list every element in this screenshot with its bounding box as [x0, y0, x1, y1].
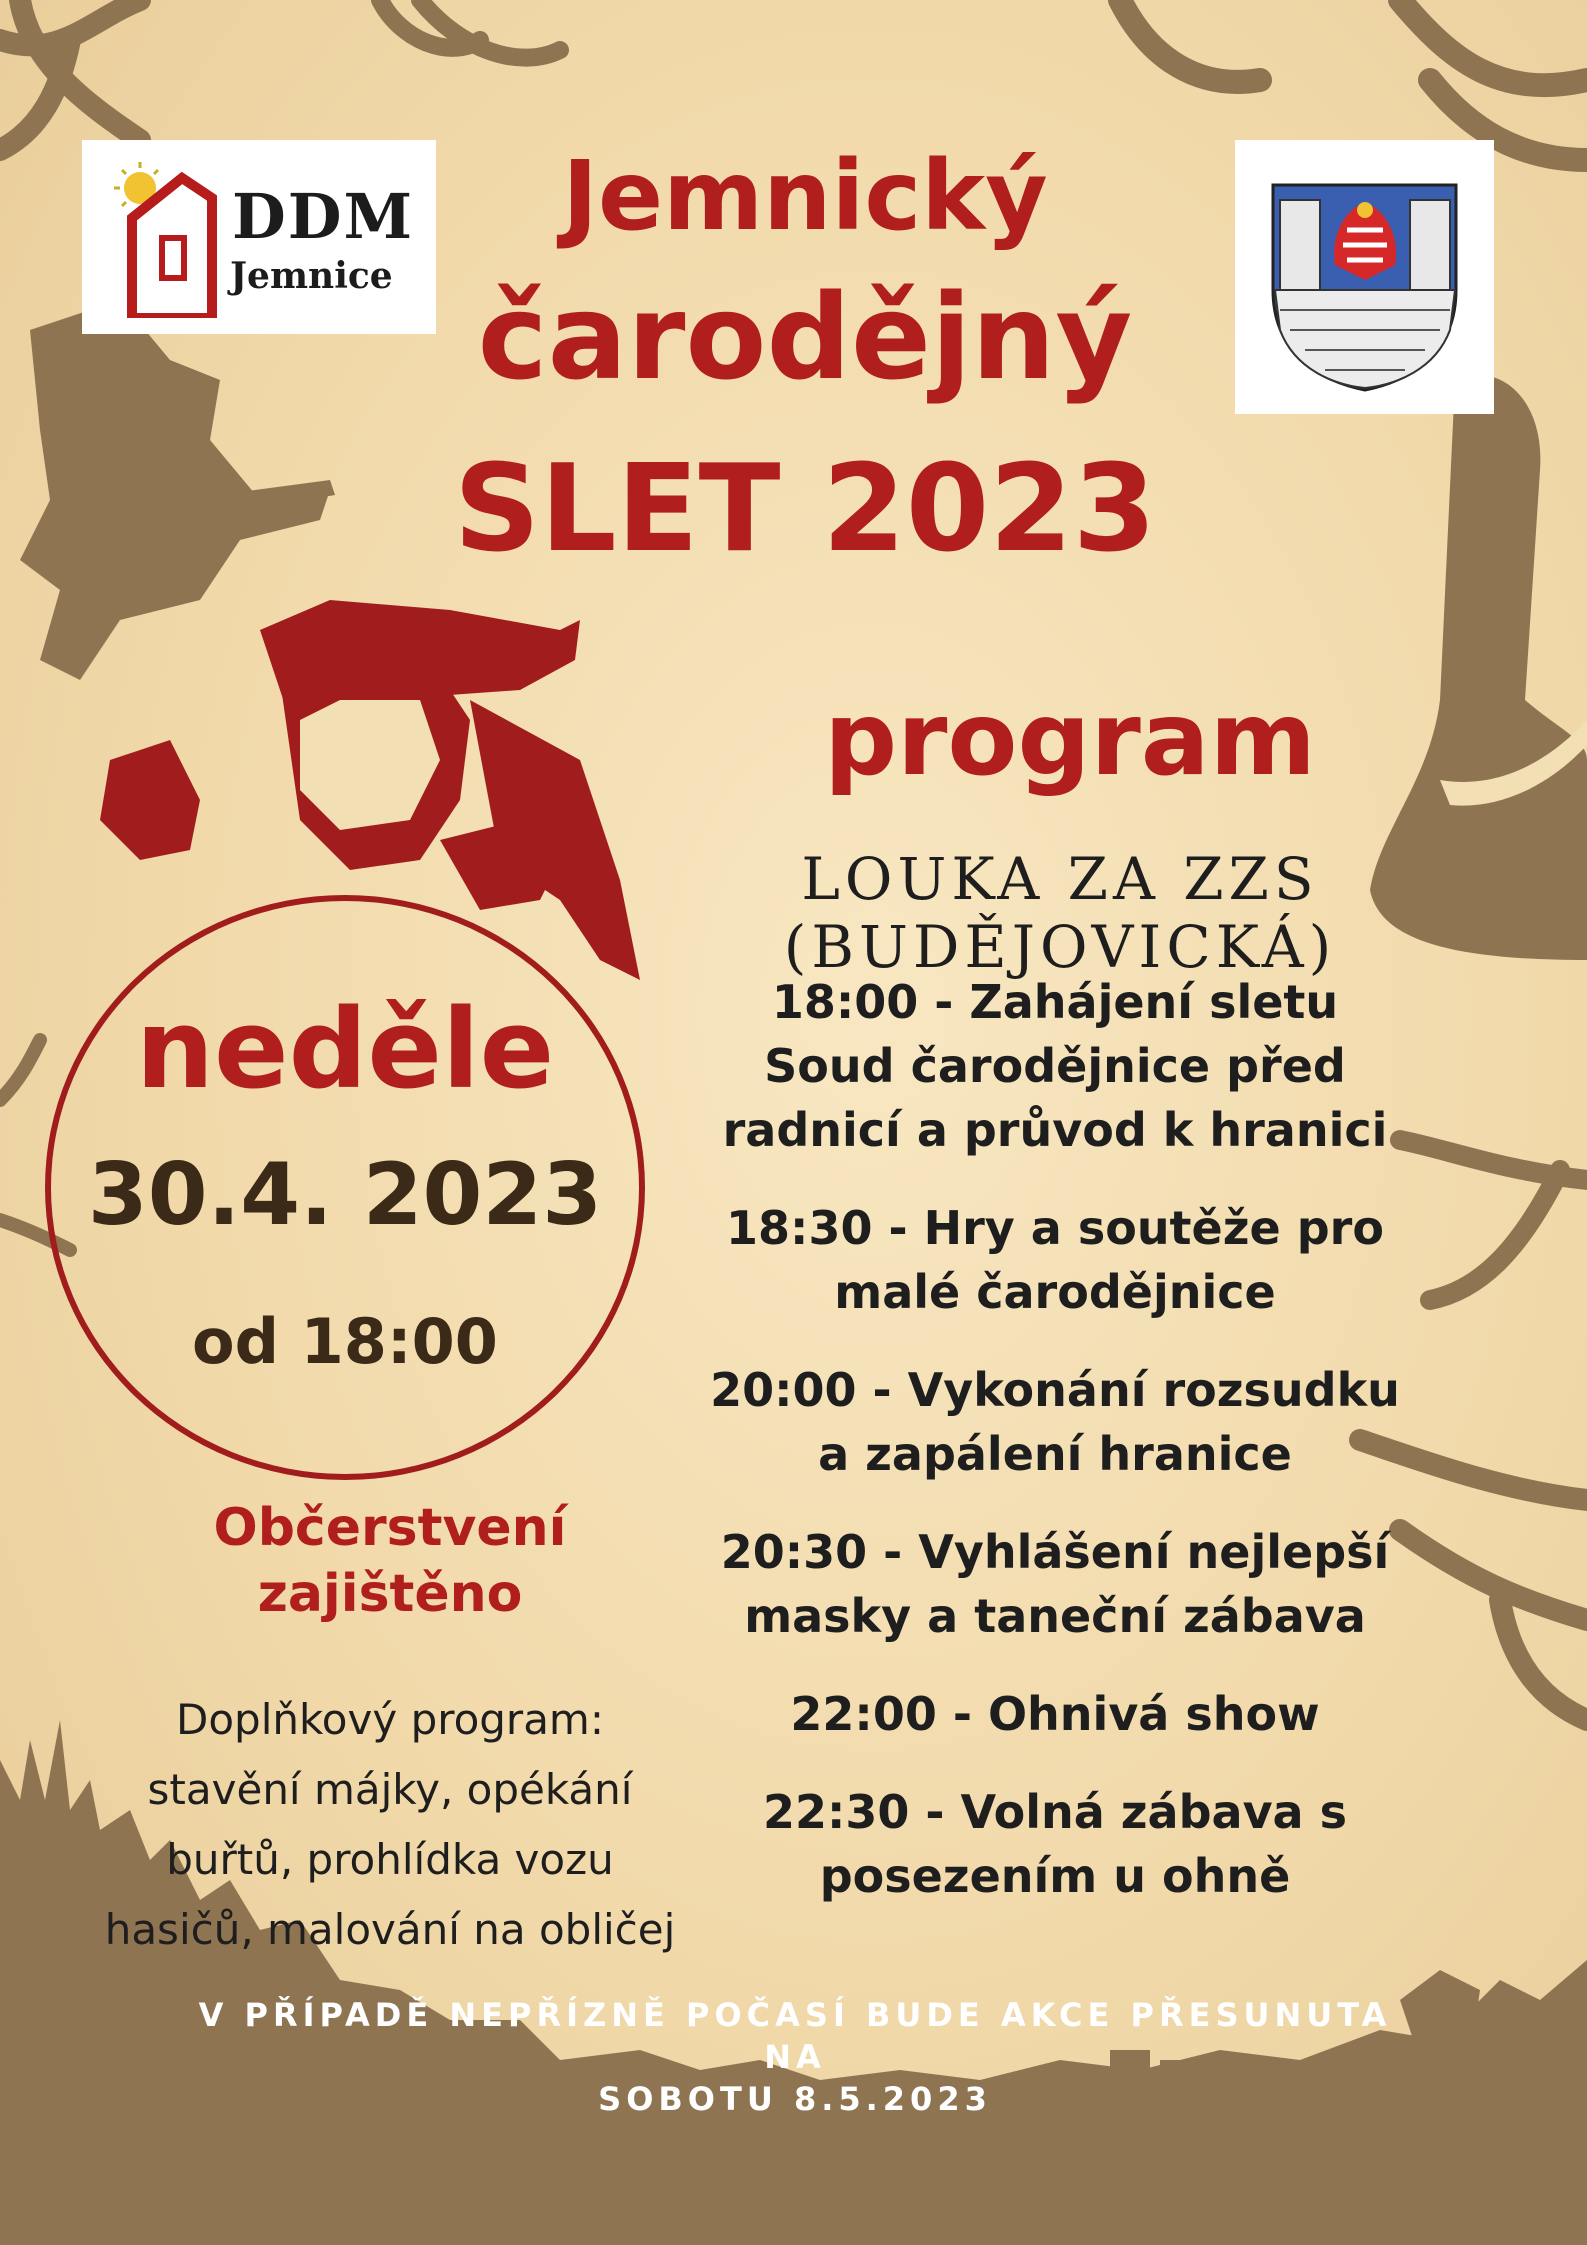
branch-right-1 [1400, 1140, 1587, 1300]
schedule-item [685, 1520, 1425, 1648]
extra-program [60, 1685, 720, 1965]
extra-program-line: hasičů, malování na obličej [104, 1905, 676, 1954]
schedule-line: 20:30 - Vyhlášení nejlepší [720, 1525, 1390, 1579]
schedule-item [685, 970, 1425, 1162]
schedule-item [685, 1358, 1425, 1486]
refreshments-note [140, 1495, 640, 1627]
schedule-line: 18:30 - Hry a soutěže pro [726, 1201, 1384, 1255]
program-heading: program [824, 680, 1316, 799]
schedule-line: Soud čarodějnice před [764, 1039, 1346, 1093]
weather-notice-line: V PŘÍPADĚ NEPŘÍZNĚ POČASÍ BUDE AKCE PŘESUNUTA NA [198, 1996, 1392, 2076]
title-line-2: čarodějný [477, 268, 1133, 406]
title-line-3: SLET 2023 [453, 440, 1157, 579]
coat-of-arms-logo [1235, 140, 1494, 414]
event-time: od 18:00 [192, 1305, 498, 1378]
extra-program-line: Doplňkový program: [176, 1695, 604, 1744]
branch-top-left [0, 0, 140, 150]
branch-top-left-2 [380, 0, 560, 58]
ddm-logo-subtitle: Jemnice [230, 255, 393, 297]
house-sun-icon [92, 158, 222, 318]
refreshments-line: zajištěno [257, 1564, 523, 1624]
schedule-item [685, 1780, 1425, 1908]
schedule-line: malé čarodějnice [834, 1265, 1276, 1319]
schedule-line: radnicí a průvod k hranici [722, 1103, 1388, 1157]
branch-top-right [1120, 0, 1587, 160]
weather-notice-line: SOBOTU 8.5.2023 [598, 2080, 992, 2118]
extra-program-line: stavění májky, opékání [147, 1765, 633, 1814]
schedule-line: masky a taneční zábava [744, 1589, 1366, 1643]
schedule-item [685, 1196, 1425, 1324]
ddm-logo-title: DDM [232, 180, 415, 253]
schedule-line: posezením u ohně [819, 1849, 1291, 1903]
schedule-line: 22:30 - Volná zábava s [762, 1785, 1347, 1839]
coat-of-arms-icon [1235, 140, 1494, 414]
refreshments-line: Občerstvení [213, 1498, 567, 1558]
schedule-line: a zapálení hranice [818, 1427, 1292, 1481]
schedule-list [685, 970, 1425, 1942]
venue-label: LOUKA ZA ZZS (BUDĚJOVICKÁ) [783, 845, 1337, 981]
extra-program-line: buřtů, prohlídka vozu [166, 1835, 614, 1884]
schedule-item [685, 1682, 1425, 1746]
schedule-line: 22:00 - Ohnivá show [790, 1687, 1320, 1741]
weather-notice [180, 1994, 1410, 2120]
title-line-1: Jemnický [562, 140, 1048, 252]
event-date: 30.4. 2023 [87, 1145, 603, 1245]
schedule-line: 18:00 - Zahájení sletu [771, 975, 1339, 1029]
schedule-line: 20:00 - Vykonání rozsudku [710, 1363, 1400, 1417]
event-day: neděle [135, 985, 555, 1113]
